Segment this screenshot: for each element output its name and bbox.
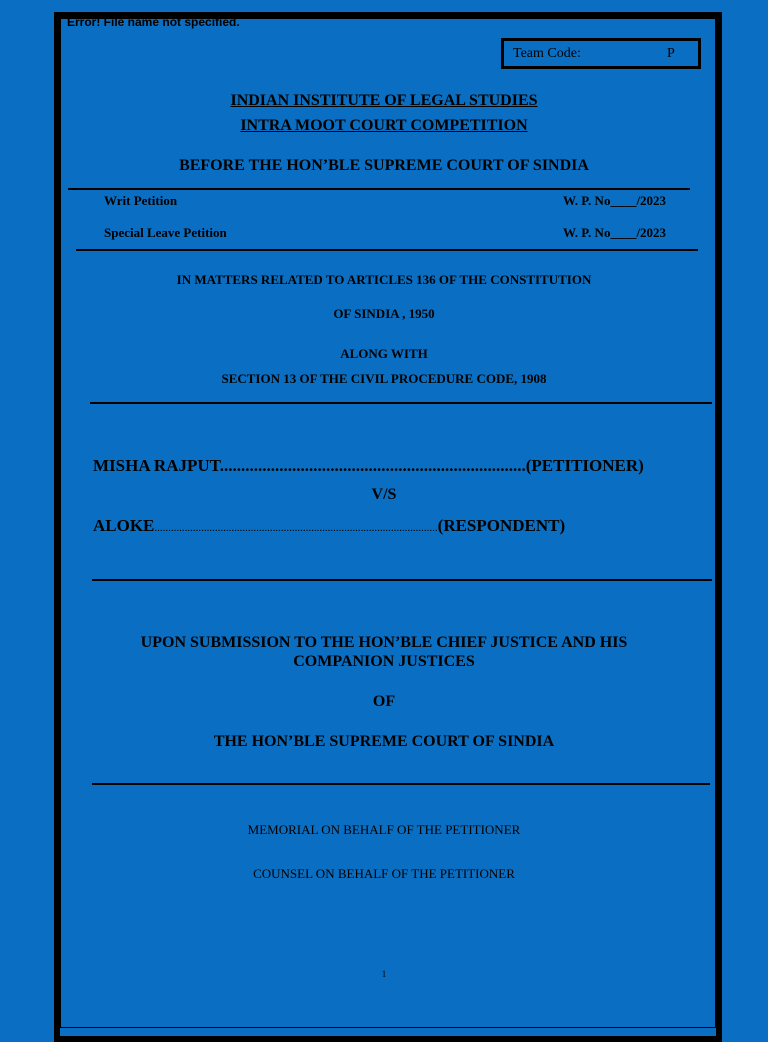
team-code-box	[501, 38, 701, 69]
memorial-label: MEMORIAL ON BEHALF OF THE PETITIONER	[247, 822, 521, 837]
divider	[68, 188, 690, 190]
matters-line-2: OF SINDIA , 1950	[333, 306, 435, 321]
submission-line-1: UPON SUBMISSION TO THE HON’BLE CHIEF JUSTICE AND HIS	[140, 634, 628, 651]
petition-number-slp: W. P. No____/2023	[563, 225, 667, 240]
respondent-dots: .......................................................................................................	[154, 522, 438, 534]
counsel-label: COUNSEL ON BEHALF OF THE PETITIONER	[253, 866, 515, 881]
petitioner-line	[93, 456, 644, 476]
versus: V/S	[371, 486, 397, 503]
section-reference: SECTION 13 OF THE CIVIL PROCEDURE CODE, 1908	[221, 371, 547, 386]
divider	[92, 783, 710, 785]
petition-number-writ: W. P. No____/2023	[563, 193, 667, 208]
respondent-line	[93, 516, 565, 536]
matters-line-1: IN MATTERS RELATED TO ARTICLES 136 OF THE CONSTITUTION	[176, 272, 592, 287]
divider	[76, 249, 698, 251]
page-number: 1	[381, 969, 387, 979]
court-name: THE HON’BLE SUPREME COURT OF SINDIA	[213, 733, 555, 750]
petition-type-writ: Writ Petition	[104, 193, 178, 208]
petitioner-role: (PETITIONER)	[525, 456, 644, 475]
team-code-value: P	[667, 46, 675, 61]
petition-type-slp: Special Leave Petition	[104, 225, 227, 240]
court-heading: BEFORE THE HON’BLE SUPREME COURT OF SINDIA	[179, 157, 589, 174]
along-with: ALONG WITH	[340, 346, 428, 361]
field-error-text: Error! File name not specified.	[67, 15, 240, 29]
of-label: OF	[372, 693, 396, 710]
submission-line-2: COMPANION JUSTICES	[293, 653, 475, 670]
respondent-name: ALOKE	[93, 516, 155, 535]
divider	[90, 402, 712, 404]
institute-title: INDIAN INSTITUTE OF LEGAL STUDIES	[230, 92, 538, 109]
petitioner-name: MISHA RAJPUT	[93, 456, 220, 475]
competition-title: INTRA MOOT COURT COMPETITION	[240, 117, 528, 134]
divider	[92, 579, 712, 581]
team-code-label: Team Code:	[513, 46, 581, 61]
respondent-role: (RESPONDENT)	[437, 516, 566, 535]
petitioner-dots: ........................................................................	[219, 456, 526, 475]
